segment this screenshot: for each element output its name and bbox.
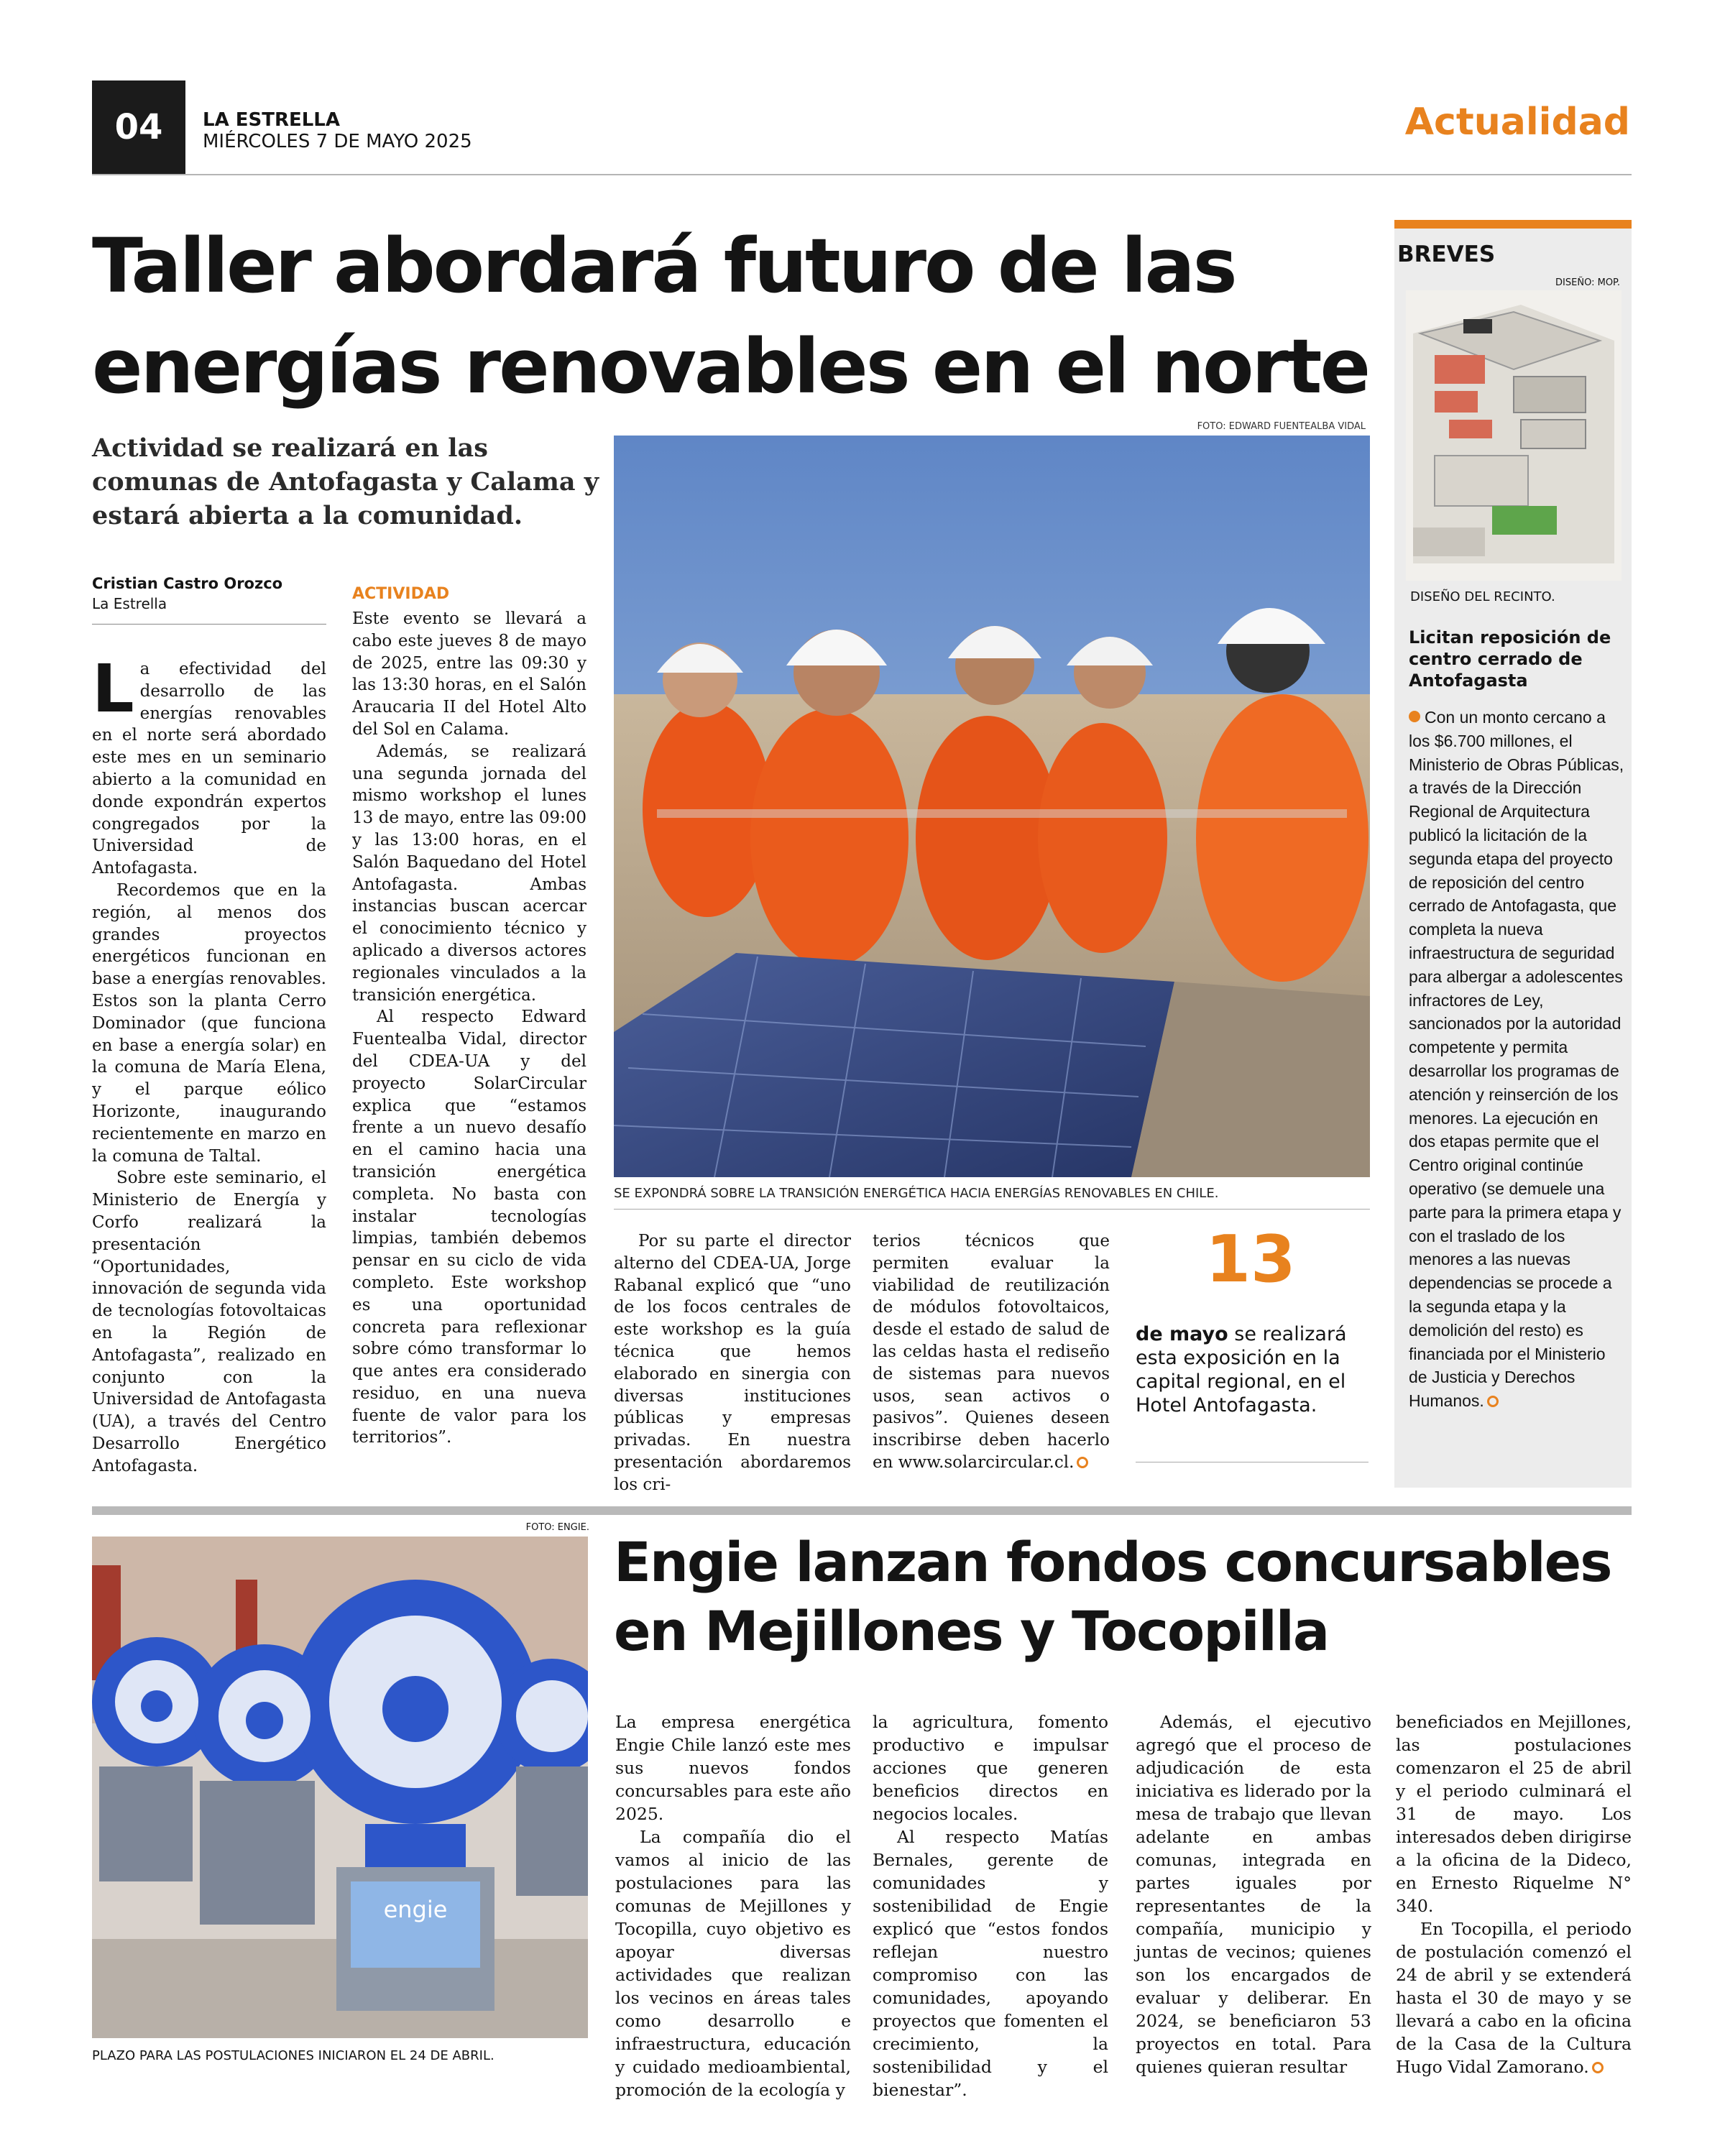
paragraph: La compañía dio el vamos al inicio de las postulaciones para las comunas de Mejillones y Tocopilla, cuyo objetivo es apoyar diversas actividades que realizan los vecinos en áreas tales como desarrollo e infraestructura, educación y cuidado medioambiental, promoción de la ecología y bbox=[615, 1827, 851, 2100]
end-mark-icon bbox=[1077, 1457, 1088, 1468]
highlight-bold: de mayo bbox=[1136, 1323, 1228, 1345]
paragraph: Sobre este seminario, el Ministerio de Energía y Corfo realizará la presentación “Oportunidades, innovación de segunda vida de tecnologías fotovoltaicas en la Región de Antofagasta”, realizado en conjunto con la Universidad de Antofagasta (UA), a través del Centro Desarrollo Energético Antofagasta. bbox=[92, 1169, 326, 1475]
paragraph: Este evento se llevará a cabo este jueves 8 de mayo de 2025, entre las 09:30 y las 13:30 horas, en el Salón Araucaria II del Hotel Alto del Sol en Calama. bbox=[352, 609, 586, 739]
photo-caption: SE EXPONDRÁ SOBRE LA TRANSICIÓN ENERGÉTICA HACIA ENERGÍAS RENOVABLES EN CHILE. bbox=[614, 1186, 1219, 1201]
sidebar-image-credit: DISEÑO: MOP. bbox=[1555, 277, 1620, 288]
architectural-render bbox=[1406, 290, 1622, 581]
second-headline: Engie lanzan fondos concursables en Mejillones y Tocopilla bbox=[614, 1530, 1611, 1663]
main-body-column-1 bbox=[92, 650, 326, 1477]
byline-organization: La Estrella bbox=[92, 595, 167, 612]
photo-caption: PLAZO PARA LAS POSTULACIONES INICIARON EL 24 DE ABRIL. bbox=[92, 2048, 494, 2063]
subhead-label: ACTIVIDAD bbox=[352, 585, 450, 603]
sidebar-accent-bar bbox=[1394, 220, 1632, 229]
solar-workshop-photo bbox=[614, 436, 1370, 1177]
second-body-column-3 bbox=[1136, 1710, 1371, 2078]
paragraph bbox=[92, 650, 326, 880]
second-body-column-1 bbox=[615, 1710, 851, 2101]
paragraph: Al respecto Edward Fuentealba Vidal, director del CDEA-UA y del proyecto SolarCircular explica que “estamos frente a un nuevo desafío en el camino hacia una transición energética completa. No basta con instalar tecnologías limpias, también debemos pensar en su ciclo de vida completo. Este workshop es una oportunidad concreta para reflexionar sobre cómo transformar lo que antes era considerado residuo, en una nueva fuente de valor para los territorios”. bbox=[352, 1008, 586, 1447]
paragraph: Por su parte el director alterno del CDEA-UA, Jorge Rabanal explicó que “uno de los focos centrales de este workshop es la guía técnica que hemos elaborado en sinergia con diversas instituciones públicas y empresas privadas. En nuestra presentación abordaremos los cri- bbox=[614, 1232, 851, 1494]
end-mark-icon bbox=[1592, 2062, 1604, 2073]
story-divider bbox=[92, 1506, 1632, 1515]
recinto-design-image bbox=[1406, 290, 1622, 581]
paragraph: Además, se realizará una segunda jornada del mismo workshop el lunes 13 de mayo, entre las 09:00 y las 13:00 horas, en el Salón Baquedano del Hotel Antofagasta. Ambas instancias buscan acercar el conocimiento técnico y aplicado a diversos actores regionales vinculados a la transición energética. bbox=[352, 742, 586, 1005]
paragraph: Al respecto Matías Bernales, gerente de comunidades y sostenibilidad de Engie explicó que “estos fondos reflejan nuestro compromiso con las comunidades, apoyando proyectos que fomenten el crecimiento, la sostenibilidad y el bienestar”. bbox=[873, 1827, 1108, 2100]
highlight-text bbox=[1136, 1322, 1368, 1417]
newspaper-name: LA ESTRELLA bbox=[203, 109, 341, 131]
paragraph: La empresa energética Engie Chile lanzó este mes sus nuevos fondos concursables para este año 2025. bbox=[615, 1712, 851, 1824]
dropcap: L bbox=[92, 650, 134, 727]
photo-illustration bbox=[92, 1537, 588, 2038]
paragraph bbox=[1396, 1917, 1632, 2078]
header-rule bbox=[92, 174, 1632, 175]
sidebar-body bbox=[1409, 706, 1624, 1413]
paragraph: Además, el ejecutivo agregó que el proceso de adjudicación de esta iniciativa es liderado por la mesa de trabajo que llevan adelante en ambas comunas, integrada en partes iguales por representantes de la compañía, municipio y juntas de vecinos; quienes son los encargados de evaluar y deliberar. En 2024, se beneficiaron 53 proyectos en total. Para quienes quieran resultar bbox=[1136, 1712, 1371, 2077]
sidebar-body-text: Con un monto cercano a los $6.700 millones, el Ministerio de Obras Públicas, a través de la Dirección Regional de Arquitectura publicó la licitación de la segunda etapa del proyecto de reposición del centro cerrado de Antofagasta, que completa la nueva infraestructura de seguridad para albergar a adolescentes infractores de Ley, sancionados por la autoridad competente y permita desarrollar los programas de atención y reinserción de los menores. La ejecución en dos etapas permite que el Centro original continúe operativo (se demuele una parte para la primera etapa y con el traslado de los menores a las nuevas dependencias se procede a la segunda etapa y la demolición del resto) es financiada por el Ministerio de Justicia y Derechos Humanos. bbox=[1409, 708, 1624, 1411]
page-number: 04 bbox=[92, 80, 185, 174]
photo-credit: FOTO: ENGIE. bbox=[525, 1522, 589, 1533]
second-body-column-2 bbox=[873, 1710, 1108, 2101]
main-body-column-2 bbox=[352, 608, 586, 1449]
sidebar-image-caption: DISEÑO DEL RECINTO. bbox=[1410, 589, 1555, 604]
end-mark-icon bbox=[1487, 1396, 1499, 1407]
main-deck: Actividad se realizará en las comunas de Antofagasta y Calama y estará abierta a la comunidad. bbox=[92, 433, 599, 530]
photo-credit: FOTO: EDWARD FUENTEALBA VIDAL bbox=[1197, 421, 1366, 432]
highlight-number: 13 bbox=[1205, 1222, 1296, 1297]
paragraph-text: a efectividad del desarrollo de las energías renovables en el norte será abordado este mes en un seminario abierto a la comunidad en donde expondrán expertos congregados por la Universidad de Antofagasta. bbox=[92, 660, 326, 878]
paragraph-text: En Tocopilla, el periodo de postulación comenzó el 24 de abril y se extenderá hasta el 30 de mayo y se llevará a cabo en la oficina de la Casa de la Cultura Hugo Vidal Zamorano. bbox=[1396, 1919, 1632, 2077]
highlight-rest: se realizará esta exposición en la capital regional, en el Hotel Antofagasta. bbox=[1136, 1323, 1347, 1416]
second-body-column-4 bbox=[1396, 1710, 1632, 2078]
main-headline: Taller abordará futuro de las energías renovables en el norte bbox=[92, 222, 1369, 410]
byline-rule bbox=[92, 624, 326, 625]
byline-author: Cristian Castro Orozco bbox=[92, 575, 283, 592]
bullet-icon bbox=[1409, 711, 1420, 722]
main-body-column-3 bbox=[614, 1230, 851, 1496]
paragraph: beneficiados en Mejillones, las postulaciones comenzaron el 25 de abril y el periodo culminará el 31 de mayo. Los interesados deben dirigirse a la oficina de la Dideco, en Ernesto Riquelme N° 340. bbox=[1396, 1712, 1632, 1916]
paragraph-text: terios técnicos que permiten evaluar la viabilidad de reutilización de módulos fotovoltaicos, desde el estado de salud de las celdas hasta el rediseño de sistemas para nuevos usos, sean activos o pasivos”. Quienes deseen inscribirse deben hacerlo en www.solarcircular.cl. bbox=[873, 1232, 1110, 1472]
paragraph: Recordemos que en la región, al menos dos grandes proyectos energéticos funcionan en base a energías renovables. Estos son la planta Cerro Dominador (que funciona en base a energía solar) en la comuna de María Elena, y el parque eólico Horizonte, inaugurando recientemente en marzo en la comuna de Taltal. bbox=[92, 880, 326, 1166]
photo-illustration bbox=[614, 436, 1370, 1177]
paragraph: la agricultura, fomento productivo e impulsar acciones que generen beneficios directos en negocios locales. bbox=[873, 1712, 1108, 1824]
engie-trophies-photo bbox=[92, 1537, 588, 2038]
publication-date: MIÉRCOLES 7 DE MAYO 2025 bbox=[203, 131, 472, 152]
paragraph bbox=[873, 1230, 1110, 1474]
caption-rule bbox=[614, 1209, 1370, 1210]
sidebar-headline: Licitan reposición de centro cerrado de Antofagasta bbox=[1409, 627, 1611, 691]
sign-text: engie bbox=[383, 1896, 448, 1923]
section-label: Actualidad bbox=[1404, 101, 1630, 144]
sidebar-title: BREVES bbox=[1397, 241, 1496, 267]
main-body-column-4 bbox=[873, 1230, 1110, 1474]
